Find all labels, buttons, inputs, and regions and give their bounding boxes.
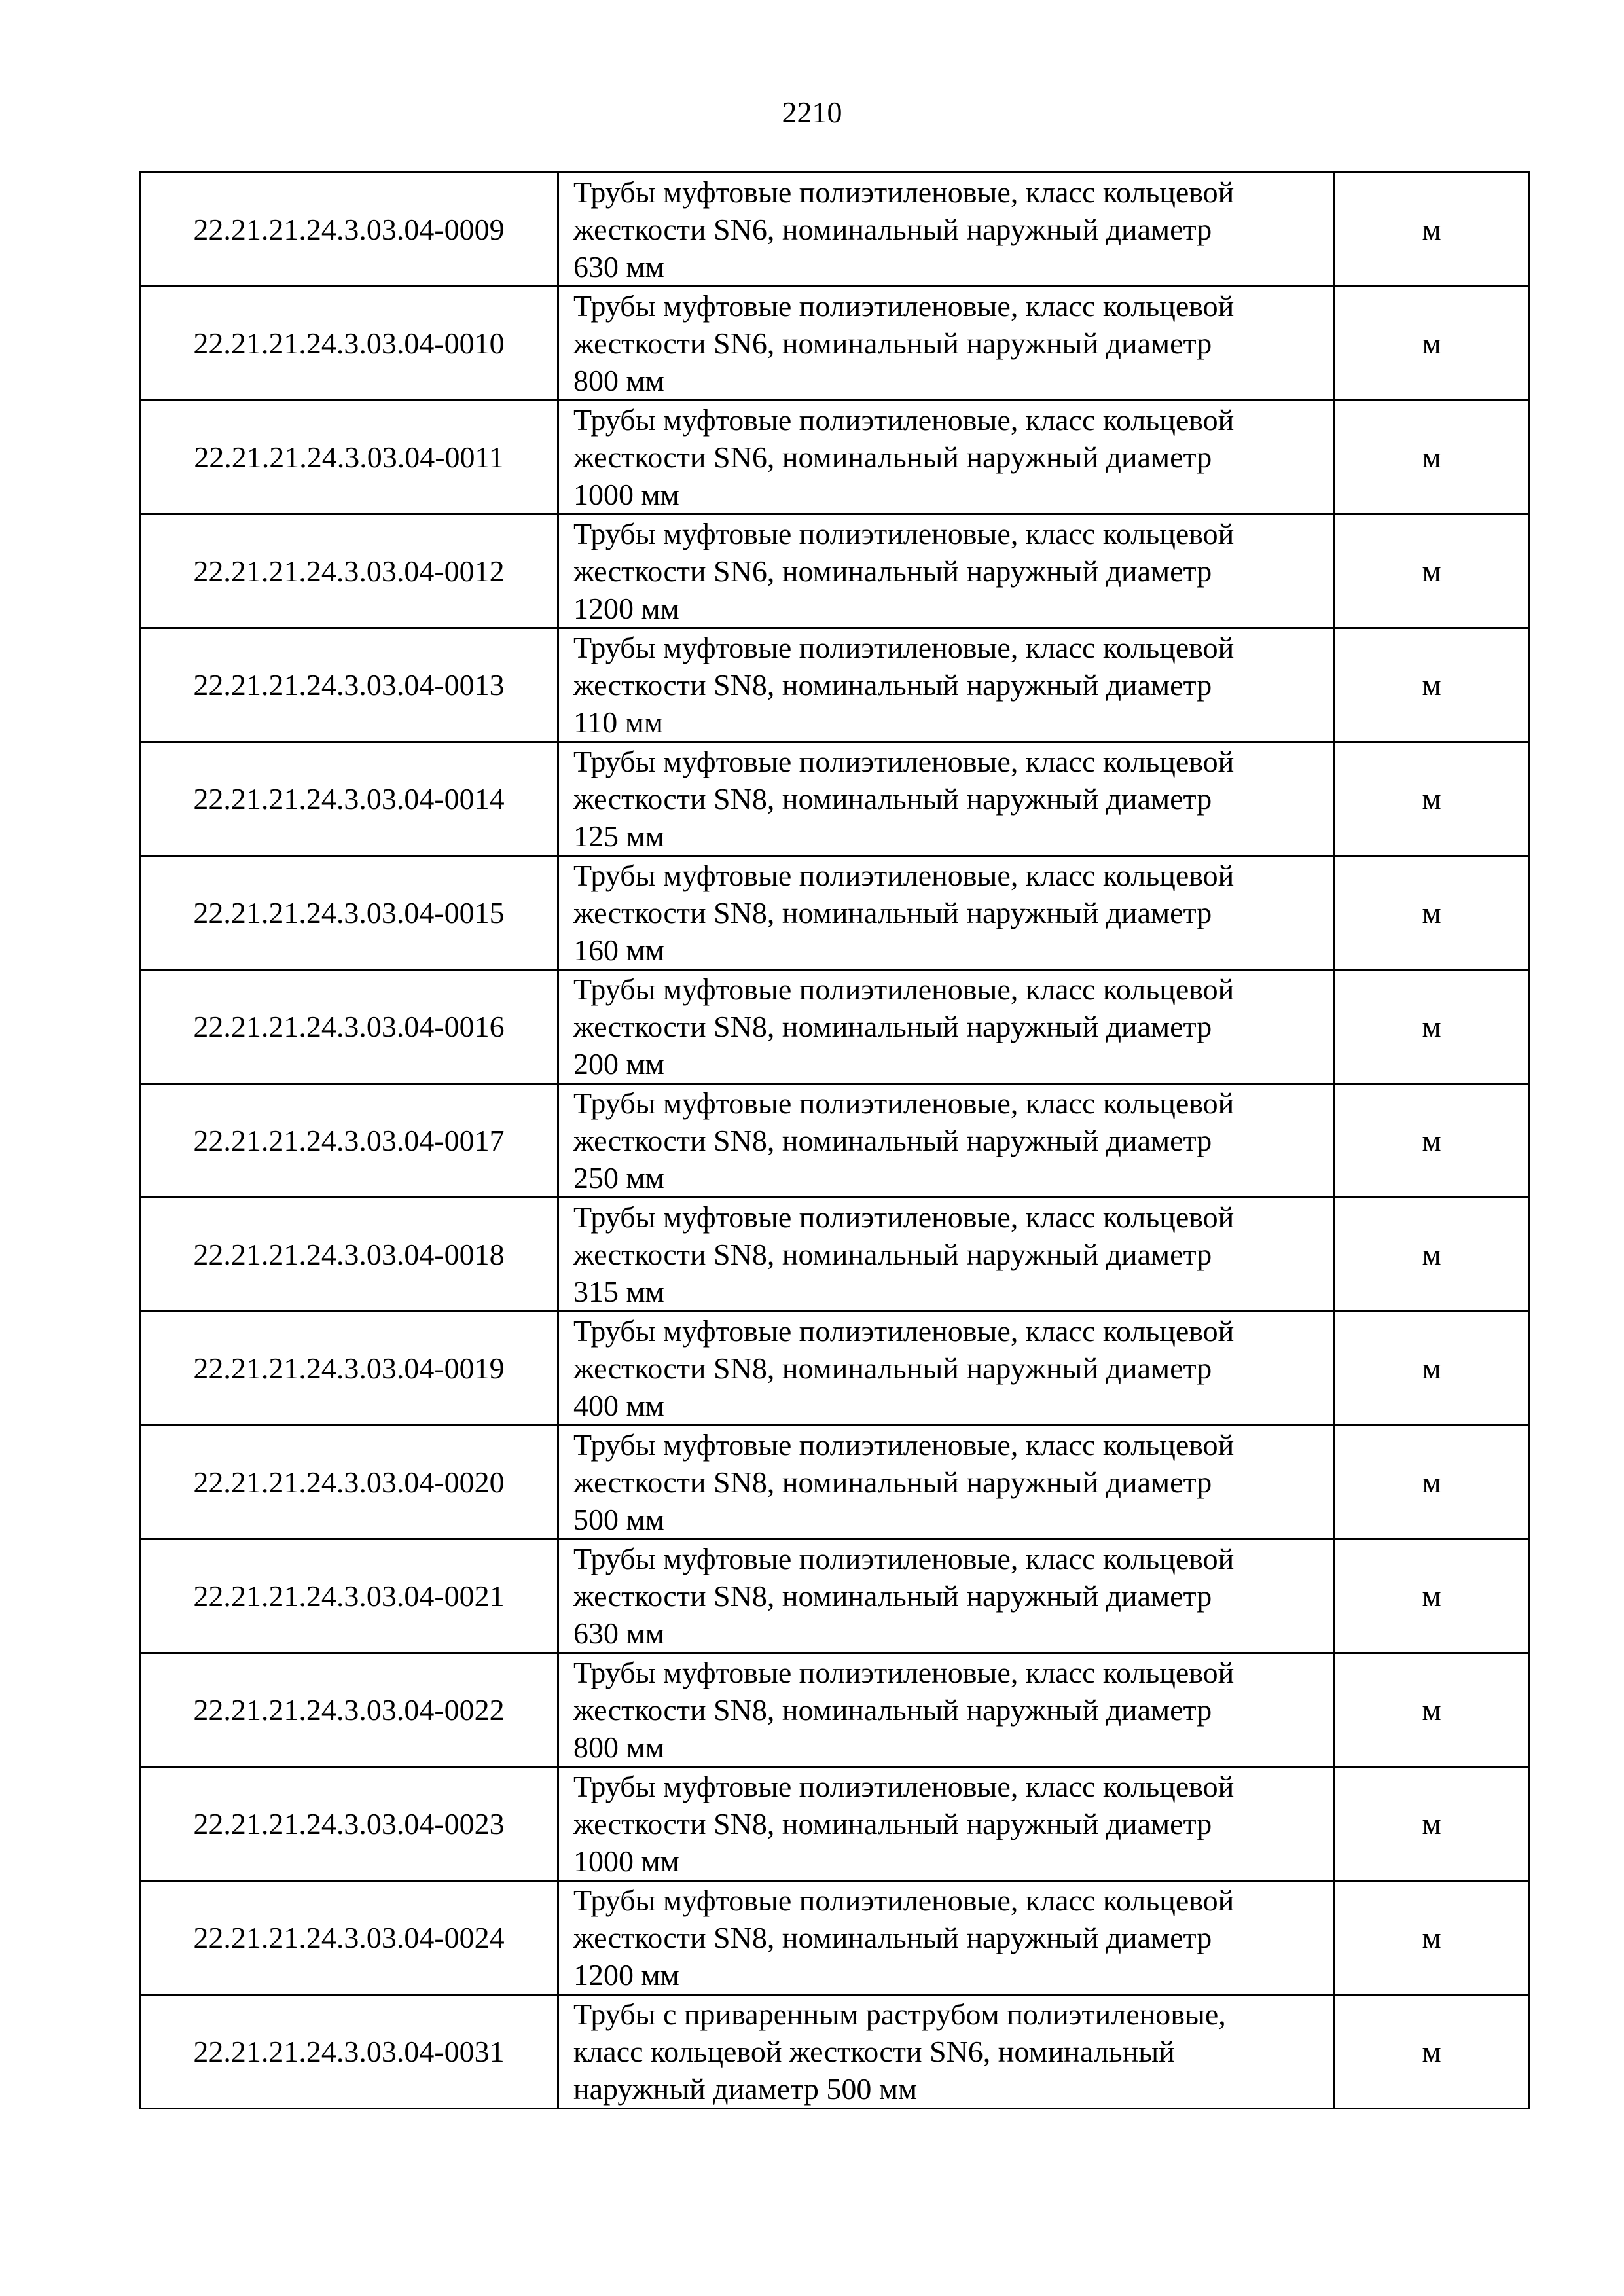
- resource-code-cell: 22.21.21.24.3.03.04-0014: [140, 742, 558, 856]
- resource-description-cell: [558, 970, 1335, 1084]
- unit-cell: м: [1335, 1653, 1529, 1767]
- resource-description-cell: [558, 1426, 1335, 1539]
- table-row: [140, 628, 1529, 742]
- resource-description-cell: [558, 1881, 1335, 1995]
- description-line: 1000 мм: [573, 478, 679, 511]
- table-row: [140, 742, 1529, 856]
- description-line: Трубы муфтовые полиэтиленовые, класс кольцевой: [573, 1656, 1235, 1689]
- resource-code-cell: 22.21.21.24.3.03.04-0023: [140, 1767, 558, 1881]
- description-line: 800 мм: [573, 364, 664, 397]
- resource-code-cell: 22.21.21.24.3.03.04-0031: [140, 1995, 558, 2109]
- resource-description-cell: [558, 628, 1335, 742]
- description-line: жесткости SN8, номинальный наружный диаметр: [573, 896, 1212, 929]
- description-line: 630 мм: [573, 250, 664, 283]
- table-body: [140, 173, 1529, 2109]
- table-row: [140, 514, 1529, 628]
- description-line: класс кольцевой жесткости SN6, номинальный: [573, 2035, 1175, 2068]
- description-line: 160 мм: [573, 933, 664, 967]
- description-line: Трубы муфтовые полиэтиленовые, класс кольцевой: [573, 1314, 1235, 1348]
- description-line: 315 мм: [573, 1275, 664, 1308]
- unit-cell: м: [1335, 970, 1529, 1084]
- unit-cell: м: [1335, 628, 1529, 742]
- resource-description-cell: [558, 514, 1335, 628]
- resource-code-cell: 22.21.21.24.3.03.04-0012: [140, 514, 558, 628]
- description-line: 110 мм: [573, 706, 664, 739]
- description-line: Трубы муфтовые полиэтиленовые, класс кольцевой: [573, 1884, 1235, 1917]
- description-line: наружный диаметр 500 мм: [573, 2072, 918, 2106]
- description-line: 125 мм: [573, 819, 664, 853]
- table-row: [140, 970, 1529, 1084]
- resource-description-cell: [558, 1312, 1335, 1426]
- description-line: Трубы муфтовые полиэтиленовые, класс кольцевой: [573, 631, 1235, 664]
- table-row: [140, 856, 1529, 970]
- description-line: жесткости SN6, номинальный наружный диаметр: [573, 440, 1212, 474]
- description-line: Трубы муфтовые полиэтиленовые, класс кольцевой: [573, 1542, 1235, 1575]
- resource-code-cell: 22.21.21.24.3.03.04-0024: [140, 1881, 558, 1995]
- resource-code-cell: 22.21.21.24.3.03.04-0021: [140, 1539, 558, 1653]
- table-row: [140, 1539, 1529, 1653]
- resource-description-cell: [558, 1995, 1335, 2109]
- resource-code-cell: 22.21.21.24.3.03.04-0015: [140, 856, 558, 970]
- description-line: 1000 мм: [573, 1844, 679, 1878]
- description-line: Трубы муфтовые полиэтиленовые, класс кольцевой: [573, 517, 1235, 550]
- resource-code-cell: 22.21.21.24.3.03.04-0017: [140, 1084, 558, 1198]
- description-line: жесткости SN6, номинальный наружный диаметр: [573, 213, 1212, 246]
- resource-description-cell: [558, 1653, 1335, 1767]
- description-line: жесткости SN8, номинальный наружный диаметр: [573, 1238, 1212, 1271]
- description-line: Трубы муфтовые полиэтиленовые, класс кольцевой: [573, 289, 1235, 323]
- resource-description-cell: [558, 856, 1335, 970]
- resource-description-cell: [558, 742, 1335, 856]
- description-line: 400 мм: [573, 1389, 664, 1422]
- table-row: [140, 173, 1529, 287]
- resource-description-cell: [558, 1767, 1335, 1881]
- resource-description-cell: [558, 401, 1335, 514]
- unit-cell: м: [1335, 1084, 1529, 1198]
- resource-code-cell: 22.21.21.24.3.03.04-0018: [140, 1198, 558, 1312]
- description-line: Трубы муфтовые полиэтиленовые, класс кольцевой: [573, 1086, 1235, 1120]
- description-line: 630 мм: [573, 1617, 664, 1650]
- table-row: [140, 1995, 1529, 2109]
- description-line: жесткости SN8, номинальный наружный диаметр: [573, 1579, 1212, 1613]
- description-line: Трубы муфтовые полиэтиленовые, класс кольцевой: [573, 745, 1235, 778]
- resource-description-cell: [558, 1198, 1335, 1312]
- unit-cell: м: [1335, 1881, 1529, 1995]
- description-line: Трубы муфтовые полиэтиленовые, класс кольцевой: [573, 1200, 1235, 1234]
- description-line: Трубы муфтовые полиэтиленовые, класс кольцевой: [573, 859, 1235, 892]
- table-row: [140, 1426, 1529, 1539]
- unit-cell: м: [1335, 1198, 1529, 1312]
- description-line: жесткости SN8, номинальный наружный диаметр: [573, 668, 1212, 702]
- table-row: [140, 1084, 1529, 1198]
- table-row: [140, 287, 1529, 401]
- description-line: Трубы муфтовые полиэтиленовые, класс кольцевой: [573, 1428, 1235, 1462]
- table-row: [140, 401, 1529, 514]
- description-line: жесткости SN8, номинальный наружный диаметр: [573, 1010, 1212, 1043]
- resource-code-cell: 22.21.21.24.3.03.04-0013: [140, 628, 558, 742]
- resource-code-cell: 22.21.21.24.3.03.04-0019: [140, 1312, 558, 1426]
- resource-description-cell: [558, 173, 1335, 287]
- resource-code-cell: 22.21.21.24.3.03.04-0016: [140, 970, 558, 1084]
- table-row: [140, 1653, 1529, 1767]
- description-line: 1200 мм: [573, 592, 679, 625]
- description-line: Трубы муфтовые полиэтиленовые, класс кольцевой: [573, 403, 1235, 437]
- resource-description-cell: [558, 287, 1335, 401]
- resource-code-cell: 22.21.21.24.3.03.04-0010: [140, 287, 558, 401]
- unit-cell: м: [1335, 856, 1529, 970]
- table-row: [140, 1767, 1529, 1881]
- description-line: жесткости SN8, номинальный наружный диаметр: [573, 1352, 1212, 1385]
- unit-cell: м: [1335, 1539, 1529, 1653]
- unit-cell: м: [1335, 514, 1529, 628]
- description-line: Трубы муфтовые полиэтиленовые, класс кольцевой: [573, 973, 1235, 1006]
- unit-cell: м: [1335, 1426, 1529, 1539]
- unit-cell: м: [1335, 742, 1529, 856]
- unit-cell: м: [1335, 1312, 1529, 1426]
- unit-cell: м: [1335, 173, 1529, 287]
- description-line: жесткости SN8, номинальный наружный диаметр: [573, 1465, 1212, 1499]
- description-line: 250 мм: [573, 1161, 664, 1194]
- unit-cell: м: [1335, 1767, 1529, 1881]
- resource-code-cell: 22.21.21.24.3.03.04-0009: [140, 173, 558, 287]
- resource-code-cell: 22.21.21.24.3.03.04-0020: [140, 1426, 558, 1539]
- description-line: 800 мм: [573, 1731, 664, 1764]
- description-line: жесткости SN8, номинальный наружный диаметр: [573, 1693, 1212, 1727]
- table-row: [140, 1198, 1529, 1312]
- unit-cell: м: [1335, 401, 1529, 514]
- description-line: жесткости SN8, номинальный наружный диаметр: [573, 1921, 1212, 1954]
- table-row: [140, 1312, 1529, 1426]
- description-line: жесткости SN6, номинальный наружный диаметр: [573, 327, 1212, 360]
- resource-description-cell: [558, 1084, 1335, 1198]
- unit-cell: м: [1335, 1995, 1529, 2109]
- unit-cell: м: [1335, 287, 1529, 401]
- resource-code-cell: 22.21.21.24.3.03.04-0022: [140, 1653, 558, 1767]
- description-line: 1200 мм: [573, 1958, 679, 1992]
- description-line: Трубы с приваренным раструбом полиэтиленовые,: [573, 1998, 1226, 2031]
- table-row: [140, 1881, 1529, 1995]
- description-line: 500 мм: [573, 1503, 664, 1536]
- resource-description-cell: [558, 1539, 1335, 1653]
- description-line: жесткости SN8, номинальный наружный диаметр: [573, 1807, 1212, 1840]
- page-number: 2210: [782, 96, 842, 129]
- resource-table: [139, 171, 1530, 2109]
- description-line: жесткости SN8, номинальный наружный диаметр: [573, 782, 1212, 816]
- description-line: жесткости SN6, номинальный наружный диаметр: [573, 554, 1212, 588]
- description-line: жесткости SN8, номинальный наружный диаметр: [573, 1124, 1212, 1157]
- description-line: Трубы муфтовые полиэтиленовые, класс кольцевой: [573, 175, 1235, 209]
- resource-code-cell: 22.21.21.24.3.03.04-0011: [140, 401, 558, 514]
- description-line: 200 мм: [573, 1047, 664, 1081]
- description-line: Трубы муфтовые полиэтиленовые, класс кольцевой: [573, 1770, 1235, 1803]
